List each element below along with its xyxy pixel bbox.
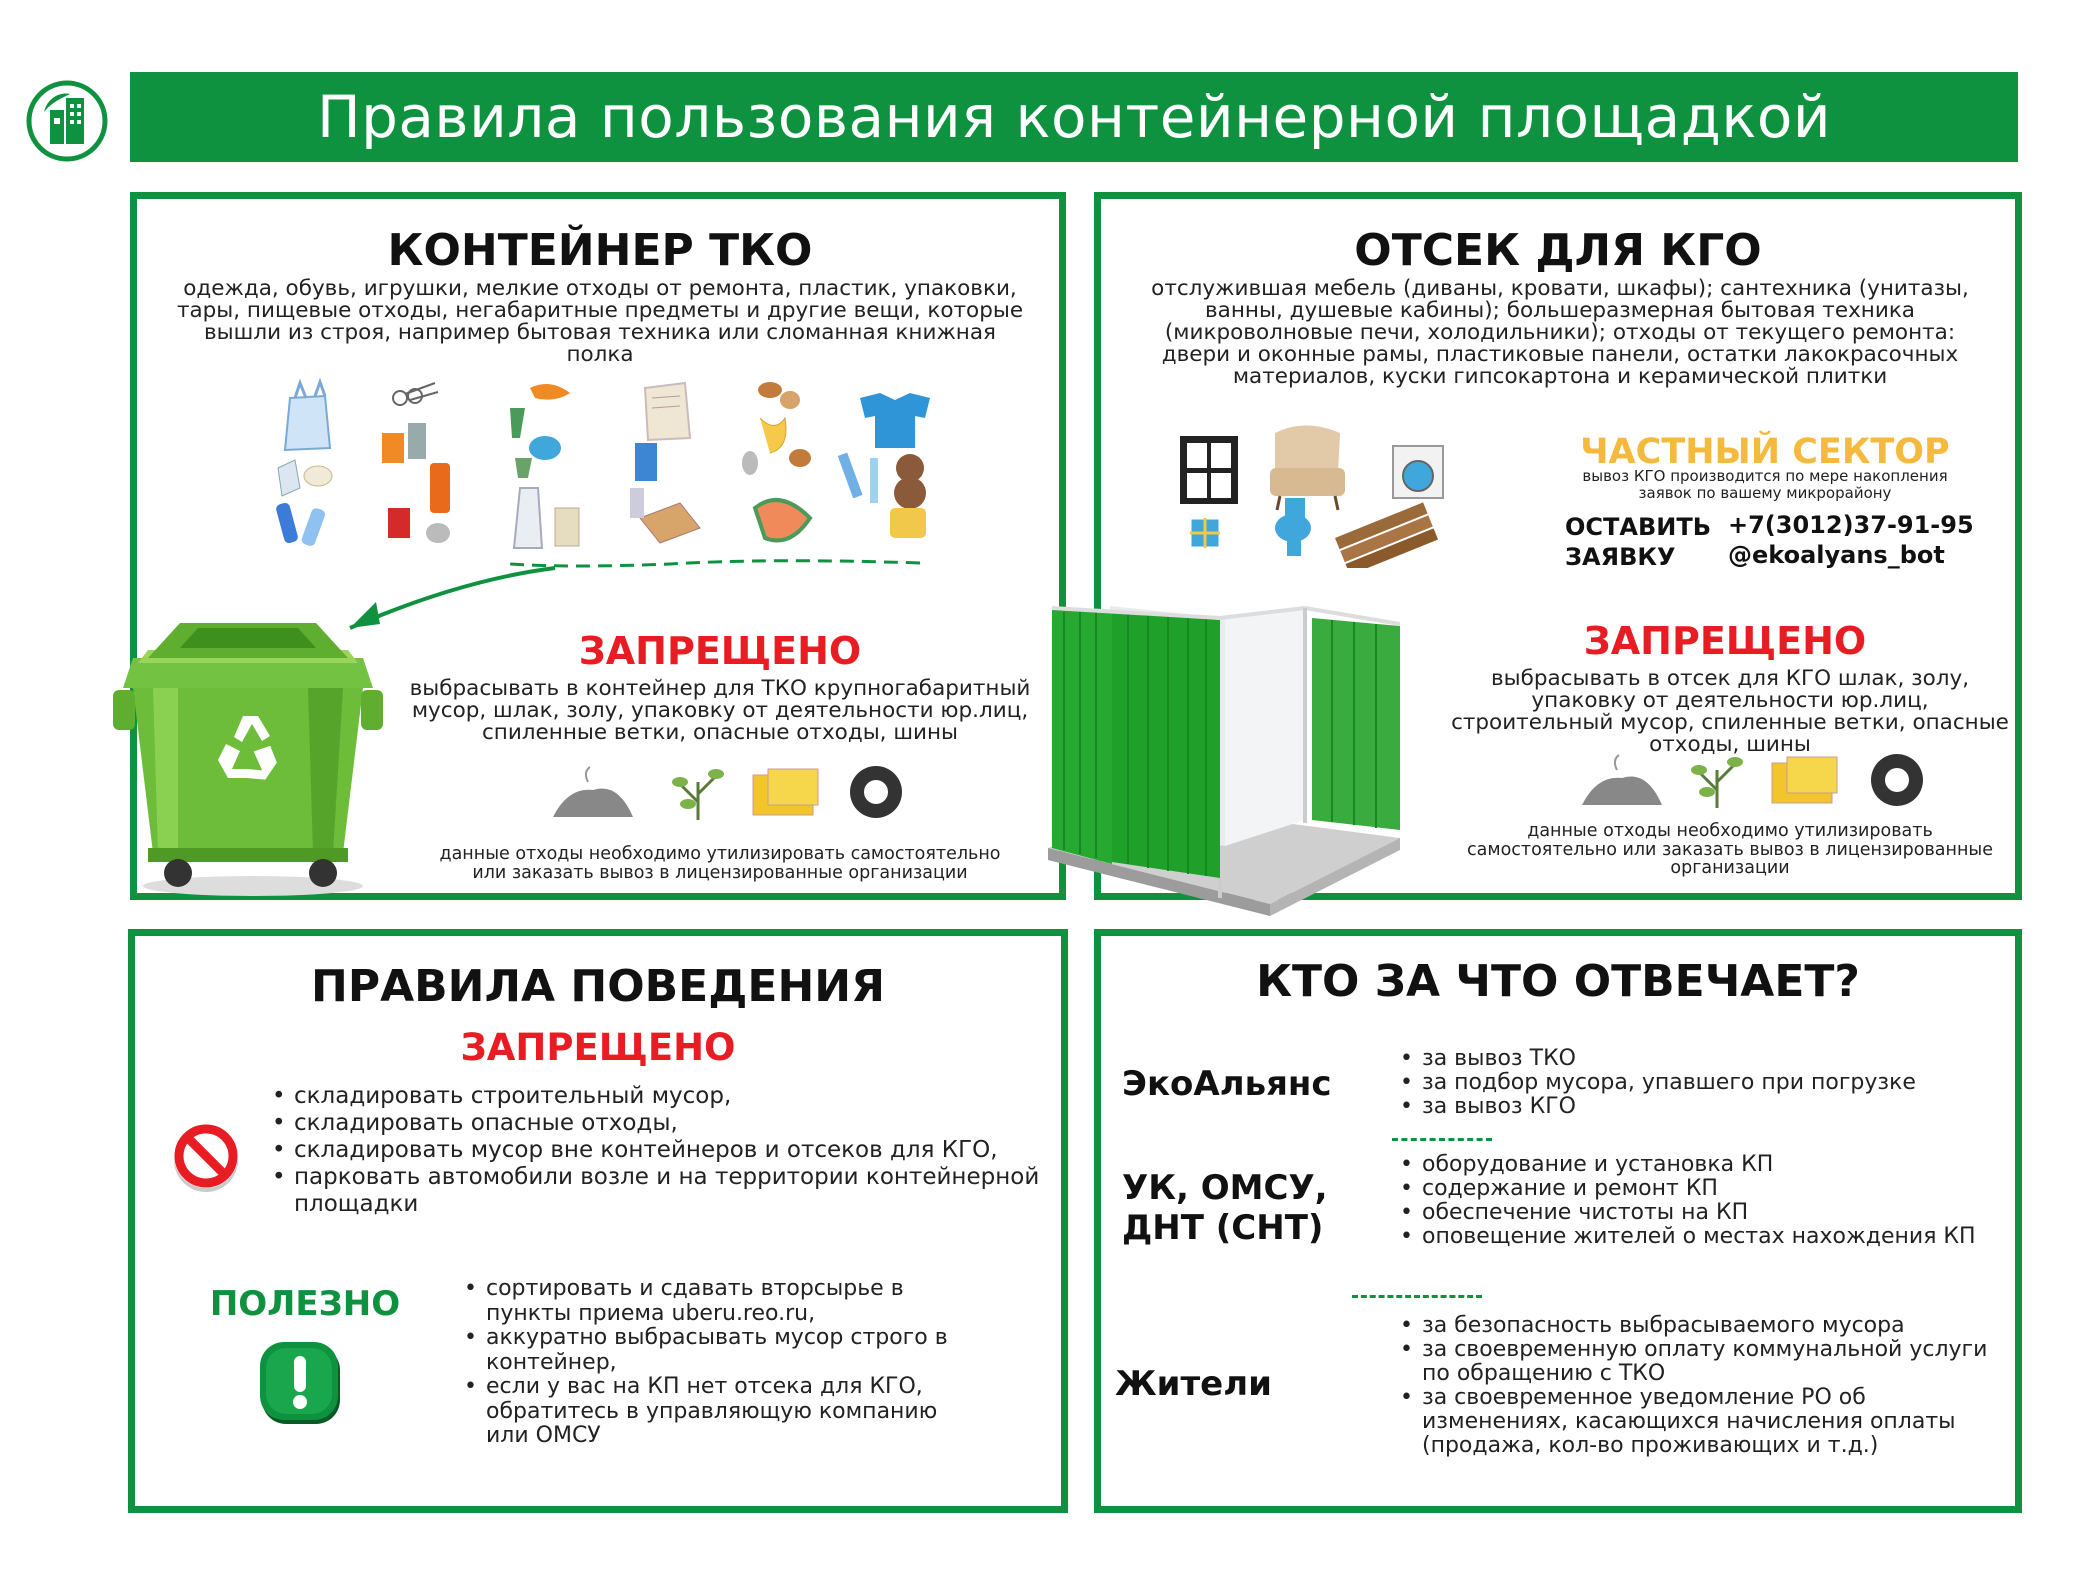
list-item: • складировать строительный мусор, xyxy=(268,1083,1058,1110)
kgo-forbidden-waste-icons xyxy=(1577,750,1947,810)
kgo-forbidden-text: выбрасывать в отсек для КГО шлак, золу, упаковку от деятельности юр.лиц, строительный мусор, спиленные ветки, опасные отходы, шины xyxy=(1451,666,2009,757)
list-item: • складировать мусор вне контейнеров и отсеков для КГО, xyxy=(268,1137,1058,1164)
container-tko-description: одежда, обувь, игрушки, мелкие отходы от ремонта, пластик, упаковки, тары, пищевые отходы, негабаритные предметы и другие вещи, которые вышли из строя, например бытовая техника или сломанная книжная полка xyxy=(176,276,1024,367)
list-item: • сортировать и сдавать вторсырье в пункты приема uberu.reo.ru, xyxy=(460,1277,980,1326)
rules-forbidden-title: ЗАПРЕЩЕНО xyxy=(460,1026,736,1069)
telegram-bot-link[interactable]: @ekoalyans_bot xyxy=(1728,541,1945,569)
request-label-line1: ОСТАВИТЬ xyxy=(1565,513,1712,541)
rules-title: ПРАВИЛА ПОВЕДЕНИЯ xyxy=(311,961,885,1012)
list-item: • за своевременную оплату коммунальной услуги по обращению с ТКО xyxy=(1396,1338,1996,1386)
responsibility-label-uk: УК, ОМСУ, ДНТ (СНТ) xyxy=(1122,1168,1328,1248)
bulky-waste-illustration xyxy=(1175,418,1455,568)
container-tko-note: данные отходы необходимо утилизировать самостоятельно или заказать вывоз в лицензированные организации xyxy=(439,844,1001,883)
forbidden-waste-icons xyxy=(548,762,918,822)
responsibility-list-ecoalyans xyxy=(1396,1047,1996,1119)
kgo-shed-icon xyxy=(1040,598,1430,916)
list-item: • за подбор мусора, упавшего при погрузке xyxy=(1396,1071,1996,1095)
private-sector-text: вывоз КГО производится по мере накопления заявок по вашему микрорайону xyxy=(1582,467,1948,502)
list-item: • за своевременное уведомление РО об изменениях, касающихся начисления оплаты (продажа, кол-во проживающих и т.д.) xyxy=(1396,1386,1996,1458)
container-tko-title: КОНТЕЙНЕР ТКО xyxy=(387,225,813,276)
list-item: • за вывоз ТКО xyxy=(1396,1047,1996,1071)
list-item: • обеспечение чистоты на КП xyxy=(1396,1201,1996,1225)
container-tko-forbidden-text: выбрасывать в контейнер для ТКО крупногабаритный мусор, шлак, золу, упаковку от деятельности юр.лиц, спиленные ветки, опасные отходы, шины xyxy=(409,676,1031,745)
list-item: • за безопасность выбрасываемого мусора xyxy=(1396,1314,1996,1338)
divider xyxy=(1352,1295,1482,1298)
responsibility-list-residents xyxy=(1396,1314,1996,1458)
phone-link[interactable]: +7(3012)37-91-95 xyxy=(1728,511,1974,539)
kgo-note: данные отходы необходимо утилизировать самостоятельно или заказать вывоз в лицензированные организации xyxy=(1467,821,1993,878)
request-label-line2: ЗАЯВКУ xyxy=(1565,543,1676,571)
responsibility-label-residents: Жители xyxy=(1115,1364,1272,1404)
kgo-description: отслужившая мебель (диваны, кровати, шкафы); сантехника (унитазы, ванны, душевые кабины); большеразмерная бытовая техника (микроволновые печи, холодильники); отходы от текущего ремонта: двери и оконные рамы, пластиковые панели, остатки лакокрасочных материалов, куски гипсокартона и керамической плитки xyxy=(1151,276,1969,389)
kgo-forbidden-title: ЗАПРЕЩЕНО xyxy=(1583,619,1867,663)
company-logo-icon xyxy=(26,80,108,162)
rules-forbidden-list xyxy=(268,1083,1058,1218)
rules-useful-list xyxy=(460,1277,980,1449)
list-item: • парковать автомобили возле и на территории контейнерной площадки xyxy=(268,1164,1058,1218)
private-sector-title: ЧАСТНЫЙ СЕКТОР xyxy=(1580,432,1950,472)
list-item: • аккуратно выбрасывать мусор строго в контейнер, xyxy=(460,1326,980,1375)
list-item: • складировать опасные отходы, xyxy=(268,1110,1058,1137)
kgo-title: ОТСЕК ДЛЯ КГО xyxy=(1354,225,1762,276)
list-item: • оповещение жителей о местах нахождения КП xyxy=(1396,1225,1996,1249)
list-item: • за вывоз КГО xyxy=(1396,1095,1996,1119)
green-bin-icon xyxy=(108,618,388,898)
responsibility-list-uk xyxy=(1396,1153,1996,1249)
container-tko-forbidden-title: ЗАПРЕЩЕНО xyxy=(578,629,862,673)
list-item: • содержание и ремонт КП xyxy=(1396,1177,1996,1201)
page-title: Правила пользования контейнерной площадкой xyxy=(316,83,1832,151)
exclamation-icon xyxy=(256,1338,346,1428)
responsibility-label-ecoalyans: ЭкоАльянс xyxy=(1122,1064,1332,1104)
request-label xyxy=(1565,512,1735,572)
responsibility-title: КТО ЗА ЧТО ОТВЕЧАЕТ? xyxy=(1256,956,1860,1007)
useful-title: ПОЛЕЗНО xyxy=(209,1284,401,1324)
household-waste-illustration xyxy=(270,378,950,568)
request-contacts xyxy=(1728,510,1998,570)
prohibited-icon xyxy=(168,1120,244,1196)
list-item: • если у вас на КП нет отсека для КГО, обратитесь в управляющую компанию или ОМСУ xyxy=(460,1375,980,1449)
list-item: • оборудование и установка КП xyxy=(1396,1153,1996,1177)
divider xyxy=(1392,1138,1492,1141)
